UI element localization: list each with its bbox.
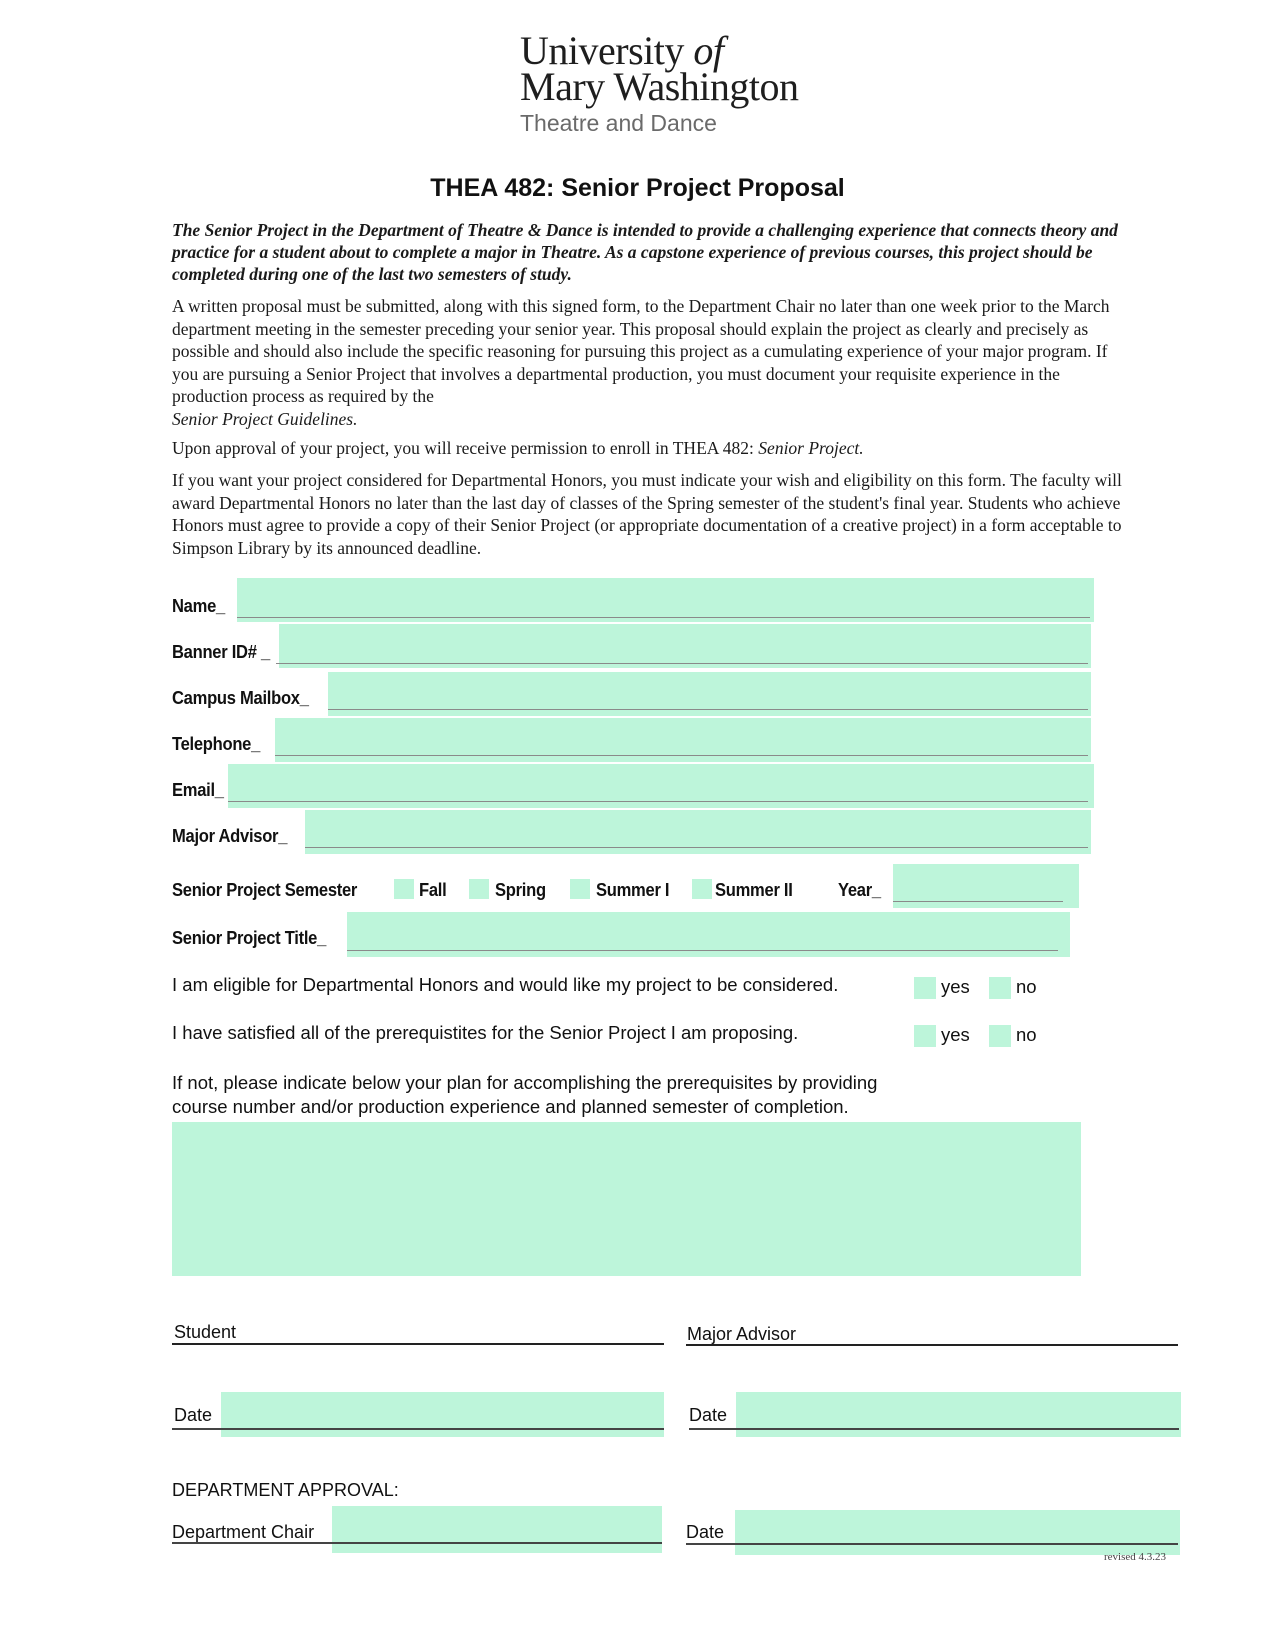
name-underline — [237, 617, 1090, 618]
banner-id-label: Banner ID# _ — [172, 642, 270, 662]
logo-of-text: of — [693, 28, 724, 73]
page-title: THEA 482: Senior Project Proposal — [430, 174, 845, 202]
honors-no-checkbox[interactable] — [989, 977, 1011, 999]
advisor-date-field[interactable] — [736, 1392, 1181, 1437]
major-advisor-signature-label: Major Advisor — [687, 1324, 797, 1344]
semester-label: Senior Project Semester — [172, 880, 358, 900]
year-underline — [893, 901, 1063, 902]
course-name-text: Senior Project. — [758, 438, 864, 458]
department-chair-underline — [172, 1542, 662, 1544]
department-approval-heading: DEPARTMENT APPROVAL: — [172, 1480, 399, 1500]
guidelines-text: Senior Project Guidelines. — [172, 408, 358, 429]
banner-id-underline — [276, 663, 1088, 664]
prereq-question: I have satisfied all of the prerequistites for the Senior Project I am proposing. — [172, 1022, 799, 1043]
campus-mailbox-label: Campus Mailbox_ — [172, 688, 309, 708]
summer-i-label: Summer I — [596, 880, 670, 900]
prereq-yes-checkbox[interactable] — [914, 1025, 936, 1047]
email-underline — [228, 801, 1088, 802]
fall-checkbox[interactable] — [394, 879, 414, 899]
proposal-paragraph — [172, 295, 1132, 430]
name-field[interactable] — [237, 578, 1094, 622]
fall-label: Fall — [419, 880, 447, 900]
year-label: Year_ — [838, 880, 881, 900]
major-advisor-signature-line[interactable] — [686, 1344, 1178, 1346]
name-label: Name_ — [172, 596, 225, 616]
email-label: Email_ — [172, 780, 224, 800]
telephone-label: Telephone_ — [172, 734, 261, 754]
spring-checkbox[interactable] — [469, 879, 489, 899]
project-title-underline — [347, 950, 1058, 951]
advisor-date-label: Date — [689, 1405, 728, 1425]
summer-ii-checkbox[interactable] — [692, 879, 712, 899]
approval-text: Upon approval of your project, you will receive permission to enroll in THEA 482: — [172, 438, 759, 458]
chair-date-field[interactable] — [735, 1510, 1180, 1555]
prereq-yes-label: yes — [941, 1024, 970, 1045]
honors-yes-label: yes — [941, 976, 970, 997]
student-date-field[interactable] — [221, 1392, 664, 1437]
student-date-label: Date — [174, 1405, 213, 1425]
banner-id-field[interactable] — [279, 624, 1091, 668]
campus-mailbox-underline — [328, 709, 1088, 710]
major-advisor-label: Major Advisor_ — [172, 826, 288, 846]
honors-paragraph: If you want your project considered for Departmental Honors, you must indicate your wish and eligibility on this form. The faculty will award Departmental Honors no later than the last day of classes of the Spring semester of the student's final year. Students who achieve Honors must agree to provide a copy of their Senior Project (or appropriate documentation of a creative project) in a form acceptable to Simpson Library by its announced deadline. — [172, 470, 1122, 558]
honors-question: I am eligible for Departmental Honors and would like my project to be considered. — [172, 974, 839, 995]
student-date-underline — [172, 1428, 664, 1430]
logo-subtitle: Theatre and Dance — [520, 110, 717, 136]
advisor-date-underline — [689, 1428, 1179, 1430]
chair-date-label: Date — [686, 1522, 725, 1542]
logo-university-text: University — [520, 28, 684, 73]
prereq-no-label: no — [1016, 1024, 1037, 1045]
chair-date-underline — [686, 1543, 1178, 1545]
student-signature-label: Student — [174, 1322, 237, 1342]
approval-paragraph — [172, 437, 1132, 460]
honors-yes-checkbox[interactable] — [914, 977, 936, 999]
plan-instruction-line2: course number and/or production experience and planned semester of completion. — [172, 1096, 849, 1117]
revision-note: revised 4.3.23 — [1104, 1551, 1167, 1563]
student-signature-line[interactable] — [172, 1343, 664, 1345]
logo-line-mary-washington: Mary Washington — [520, 64, 799, 109]
plan-textarea[interactable] — [172, 1122, 1081, 1276]
intro-paragraph: The Senior Project in the Department of Theatre & Dance is intended to provide a challenging experience that connects theory and practice for a student about to complete a major in Theatre. As a capstone experience of previous courses, this project should be completed during one of the last two semesters of study. — [172, 220, 1118, 284]
telephone-underline — [275, 755, 1088, 756]
major-advisor-underline — [305, 847, 1088, 848]
proposal-text: A written proposal must be submitted, along with this signed form, to the Department Chair no later than one week prior to the March department meeting in the semester preceding your senior year. This proposal should explain the project as clearly and precisely as possible and should also include the specific reasoning for pursuing this project as a cumulating experience of your major program. If you are pursuing a Senior Project that involves a departmental production, you must document your requisite experience in the production process as required by the — [172, 296, 1110, 406]
department-chair-label: Department Chair — [172, 1522, 315, 1542]
prereq-no-checkbox[interactable] — [989, 1025, 1011, 1047]
summer-ii-label: Summer II — [715, 880, 793, 900]
plan-instruction-line1: If not, please indicate below your plan for accomplishing the prerequisites by providing — [172, 1072, 878, 1093]
department-chair-field[interactable] — [332, 1506, 662, 1553]
spring-label: Spring — [495, 880, 546, 900]
summer-i-checkbox[interactable] — [570, 879, 590, 899]
project-title-label: Senior Project Title_ — [172, 928, 327, 948]
honors-no-label: no — [1016, 976, 1037, 997]
